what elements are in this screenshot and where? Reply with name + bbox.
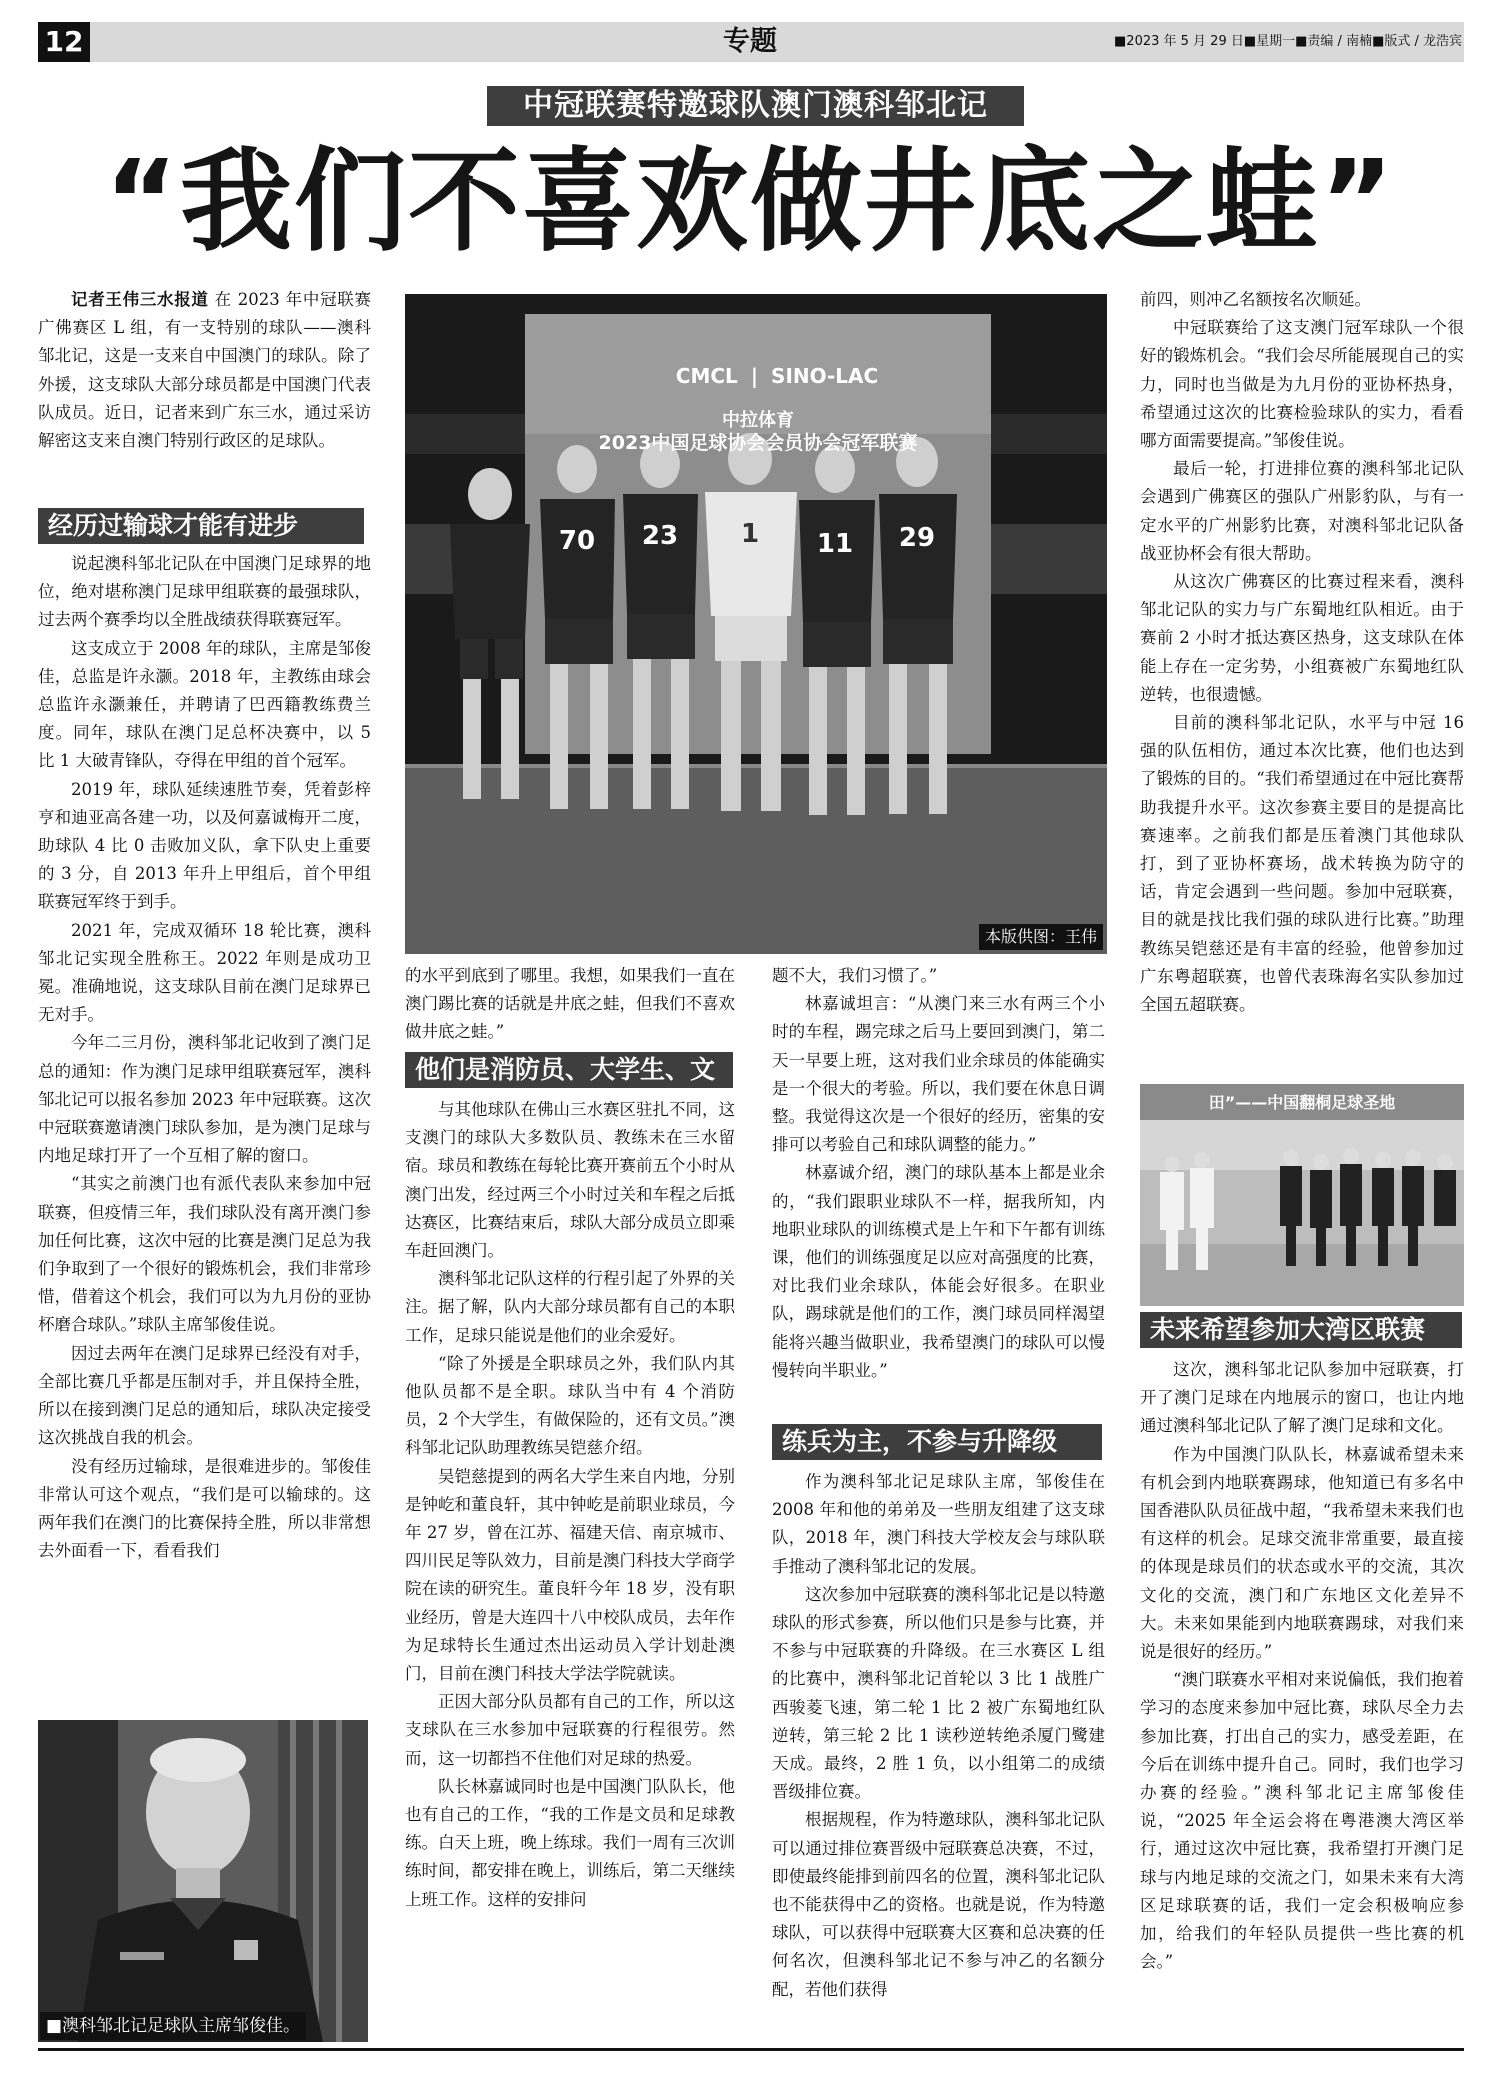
column-4-top (1140, 286, 1464, 1076)
paragraph: 澳科邹北记队这样的行程引起了外界的关注。据了解，队内大部分球员都有自己的本职工作，足球只能说是他们的业余爱好。 (405, 1269, 735, 1345)
svg-text:29: 29 (898, 523, 936, 553)
column-3-top (772, 962, 1105, 1418)
paragraph: 队长林嘉诚同时也是中国澳门队队长，他也有自己的工作，“我的工作是文员和足球教练。白天上班，晚上练球。我们一周有三次训练时间，都安排在晚上，训练后，第二天继续上班工作。这样的安排问 (405, 1776, 735, 1909)
svg-text:11: 11 (816, 529, 854, 559)
column-2-body (405, 1096, 735, 2042)
paragraph: 作为澳科邹北记足球队主席，邹俊佳在 2008 年和他的弟弟及一些朋友组建了这支球队，2018 年，澳门科技大学校友会与球队联手推动了澳科邹北记的发展。 (772, 1472, 1105, 1576)
column-4-body (1140, 1356, 1464, 2042)
paragraph: 这次参加中冠联赛的澳科邹北记是以特邀球队的形式参赛，所以他们只是参与比赛，并不参与中冠联赛的升降级。在三水赛区 L 组的比赛中，澳科邹北记首轮以 3 比 1 战胜广西骏菱飞速，第二轮 1 比 2 被广东蜀地红队逆转，第三轮 2 比 1 读秒逆转绝杀厦门鹭建天成。最终，2 胜 1 负，以小组第二的成绩晋级排位赛。 (772, 1584, 1105, 1802)
page-number: 12 (38, 22, 90, 62)
team-photo (405, 294, 1107, 954)
paragraph: 正因大部分队员都有自己的工作，所以这支球队在三水参加中冠联赛的行程很劳。然而，这一切都挡不住他们对足球的热爱。 (405, 1692, 735, 1768)
paragraph: 林嘉诚坦言：“从澳门来三水有两三个小时的车程，踢完球之后马上要回到澳门，第二天一早要上班，这对我们业余球员的体能确实是一个很大的考验。所以，我们要在休息日调整。我觉得这次是一个很好的经历，密集的安排可以考验自己和球队调整的能力。” (772, 994, 1105, 1155)
paragraph: 的水平到底到了哪里。我想，如果我们一直在澳门踢比赛的话就是井底之蛙，但我们不喜欢做井底之蛙。” (405, 966, 735, 1042)
paragraph: 因过去两年在澳门足球界已经没有对手，全部比赛几乎都是压制对手，并且保持全胜，所以在接到澳门足总的通知后，球队决定接受这次挑战自我的机会。 (38, 1343, 371, 1448)
paragraph: 这支成立于 2008 年的球队，主席是邹俊佳，总监是许永灏。2018 年，主教练由球会总监许永灏兼任，并聘请了巴西籍教练费兰度。同年，球队在澳门足总杯决赛中，以 5 比 1 大破青锋队，夺得在甲组的首个冠军。 (38, 638, 371, 771)
paragraph: 没有经历过输球，是很难进步的。邹俊佳非常认可这个观点，“我们是可以输球的。这两年我们在澳门的比赛保持全胜，所以非常想去外面看一下，看看我们 (38, 1456, 371, 1561)
brand-sino-lac: SINO-LAC (771, 364, 879, 388)
paragraph: 中冠联赛给了这支澳门冠军球队一个很好的锻炼机会。“我们会尽所能展现自己的实力，同时也当做是为九月份的亚协杯热身，希望通过这次的比赛检验球队的实力，看看哪方面需要提高。”邹俊佳说。 (1140, 318, 1464, 451)
subhead-4: 未来希望参加大湾区联赛 (1140, 1312, 1462, 1348)
kicker-title: 中冠联赛特邀球队澳门澳科邹北记 (487, 86, 1024, 126)
paragraph: 作为中国澳门队队长，林嘉诚希望未来有机会到内地联赛踢球，他知道已有多名中国香港队队员征战中超，“我希望未来我们也有这样的机会。足球交流非常重要，最直接的体现是球员们的状态或水平的交流，其次文化的交流，澳门和广东地区文化差异不大。未来如果能到内地联赛踢球，对我们来说是很好的经历。” (1140, 1444, 1464, 1662)
brand-cmcl: CMCL (675, 364, 738, 388)
banner-line-1: 中拉体育 (722, 410, 794, 431)
banner-brand: CMCL | SINO-LAC (675, 364, 879, 388)
svg-text:1: 1 (740, 519, 760, 549)
paragraph: 这次，澳科邹北记队参加中冠联赛，打开了澳门足球在内地展示的窗口，也让内地通过澳科邹北记队了解了澳门足球和文化。 (1140, 1360, 1464, 1436)
paragraph: 与其他球队在佛山三水赛区驻扎不同，这支澳门的球队大多数队员、教练未在三水留宿。球员和教练在每轮比赛开赛前五个小时从澳门出发，经过两三个小时过关和车程之后抵达赛区，比赛结束后，球队大部分成员立即乘车赶回澳门。 (405, 1100, 735, 1261)
paragraph: “其实之前澳门也有派代表队来参加中冠联赛，但疫情三年，我们球队没有离开澳门参加任何比赛，这次中冠的比赛是澳门足总为我们争取到了一个很好的锻炼机会，我们非常珍惜，借着这个机会，我们可以为九月份的亚协杯磨合球队。”球队主席邹俊佳说。 (38, 1174, 371, 1335)
subhead-3: 练兵为主，不参与升降级 (772, 1424, 1102, 1460)
svg-text:70: 70 (558, 526, 596, 556)
paragraph: 最后一轮，打进排位赛的澳科邹北记队会遇到广佛赛区的强队广州影豹队，与有一定水平的广州影豹比赛，对澳科邹北记队备战亚协杯会有很大帮助。 (1140, 459, 1464, 563)
paragraph: 今年二三月份，澳科邹北记收到了澳门足总的通知：作为澳门足球甲组联赛冠军，澳科邹北记可以报名参加 2023 年中冠联赛。这次中冠联赛邀请澳门球队参加，是为澳门足球与内地足球打开了一个互相了解的窗口。 (38, 1033, 371, 1166)
column-2-top (405, 962, 735, 1047)
chairman-photo (38, 1720, 368, 2042)
subhead-2: 他们是消防员、大学生、文员 (405, 1052, 733, 1088)
paragraph: 题不大，我们习惯了。” (772, 966, 938, 985)
lead-paragraph: 在 2023 年中冠联赛广佛赛区 L 组，有一支特别的球队——澳科邹北记，这是一支来自中国澳门的球队。除了外援，这支球队大部分球员都是中国澳门代表队成员。近日，记者来到广东三水，通过采访解密这支来自澳门特别行政区的足球队。 (38, 290, 371, 451)
paragraph: 根据规程，作为特邀球队，澳科邹北记队可以通过排位赛晋级中冠联赛总决赛，不过，即使最终能排到前四名的位置，澳科邹北记队也不能获得中乙的资格。也就是说，作为特邀球队，可以获得中冠联赛大区赛和总决赛的任何名次，但澳科邹北记不参与冲乙的名额分配，若他们获得 (772, 1810, 1105, 1999)
paragraph: “除了外援是全职球员之外，我们队内其他队员都不是全职。球队当中有 4 个消防员，2 个大学生，有做保险的，还有文员。”澳科邹北记队助理教练吴铠慈介绍。 (405, 1353, 735, 1458)
chairman-caption: ■澳科邹北记足球队主席邹俊佳。 (40, 2012, 306, 2040)
bottom-rule (38, 2048, 1464, 2051)
paragraph: 林嘉诚介绍，澳门的球队基本上都是业余的，“我们跟职业球队不一样，据我所知，内地职业球队的训练模式是上午和下午都有训练课，他们的训练强度足以应对高强度的比赛，对比我们业余球队，体能会好很多。在职业队，踢球就是他们的工作，澳门球员同样渴望能将兴趣当做职业，我希望澳门的球队可以慢慢转向半职业。” (772, 1163, 1105, 1380)
paragraph: 目前的澳科邹北记队，水平与中冠 16 强的队伍相仿，通过本次比赛，他们也达到了锻炼的目的。“我们希望通过在中冠比赛帮助我提升水平。这次参赛主要目的是提高比赛速率。之前我们都是压着澳门其他球队打，到了亚协杯赛场，战术转换为防守的话，肯定会遇到一些问题。参加中冠联赛，目的就是找比我们强的球队进行比赛。”助理教练吴铠慈还是有丰富的经验，他曾参加过广东粤超联赛，也曾代表珠海名实队参加过全国五超联赛。 (1140, 713, 1464, 1015)
paragraph: 从这次广佛赛区的比赛过程来看，澳科邹北记队的实力与广东蜀地红队相近。由于赛前 2 小时才抵达赛区热身，这支球队在体能上存在一定劣势，小组赛被广东蜀地红队逆转，也很遗憾。 (1140, 572, 1464, 704)
svg-text:23: 23 (641, 521, 679, 551)
headline: “我们不喜欢做井底之蛙” (104, 137, 1396, 267)
photo-credit: 本版供图：王伟 (979, 924, 1103, 950)
paragraph: 说起澳科邹北记队在中国澳门足球界的地位，绝对堪称澳门足球甲组联赛的最强球队，过去两个赛季均以全胜战绩获得联赛冠军。 (38, 554, 371, 630)
column-1-top (38, 286, 371, 508)
paragraph: 2019 年，球队延续速胜节奏，凭着彭梓亨和迪亚高各建一功，以及何嘉诚梅开二度，助球队 4 比 0 击败加义队，拿下队史上重要的 3 分，自 2013 年升上甲组后，首个甲组联赛冠军终于到手。 (38, 779, 371, 912)
paragraph: “澳门联赛水平相对来说偏低，我们抱着学习的态度来参加中冠比赛，球队尽全力去参加比赛，打出自己的实力，感受差距，在今后在训练中提升自己。同时，我们也学习办赛的经验。”澳科邹北记主席邹俊佳说，“2025 年全运会将在粤港澳大湾区举行，通过这次中冠比赛，我希望打开澳门足球与内地足球的交流之门，如果未来有大湾区足球联赛的话，我们一定会积极响应参加，给我们的年轻队员提供一些比赛的机会。” (1140, 1670, 1464, 1972)
column-3-body (772, 1468, 1105, 2042)
byline: 记者王伟三水报道 (71, 290, 209, 309)
paragraph: 前四，则冲乙名额按名次顺延。 (1140, 290, 1371, 309)
subhead-1: 经历过输球才能有进步 (38, 508, 364, 544)
column-1-body (38, 550, 371, 1712)
date-editor-line: ■2023 年 5 月 29 日■星期一■责编 / 南楠■版式 / 龙浩宾 (1114, 34, 1462, 49)
banner-line-2: 2023中国足球协会会员协会冠军联赛 (598, 432, 918, 454)
field-banner-text: 田”——中国翻桐足球圣地 (1208, 1093, 1396, 1112)
paragraph: 2021 年，完成双循环 18 轮比赛，澳科邹北记实现全胜称王。2022 年则是成功卫冕。准确地说，这支球队目前在澳门足球界已无对手。 (38, 920, 371, 1025)
section-name: 专题 (723, 26, 777, 57)
paragraph: 吴铠慈提到的两名大学生来自内地，分别是钟屹和董良轩，其中钟屹是前职业球员，今年 27 岁，曾在江苏、福建天信、南京城市、四川民足等队效力，目前是澳门科技大学商学院在读的研究生。董良轩今年 18 岁，没有职业经历，曾是大连四十八中校队成员，去年作为足球特长生通过杰出运动员入学计划赴澳门，目前在澳门科技大学法学院就读。 (405, 1466, 735, 1684)
match-photo (1140, 1084, 1464, 1306)
